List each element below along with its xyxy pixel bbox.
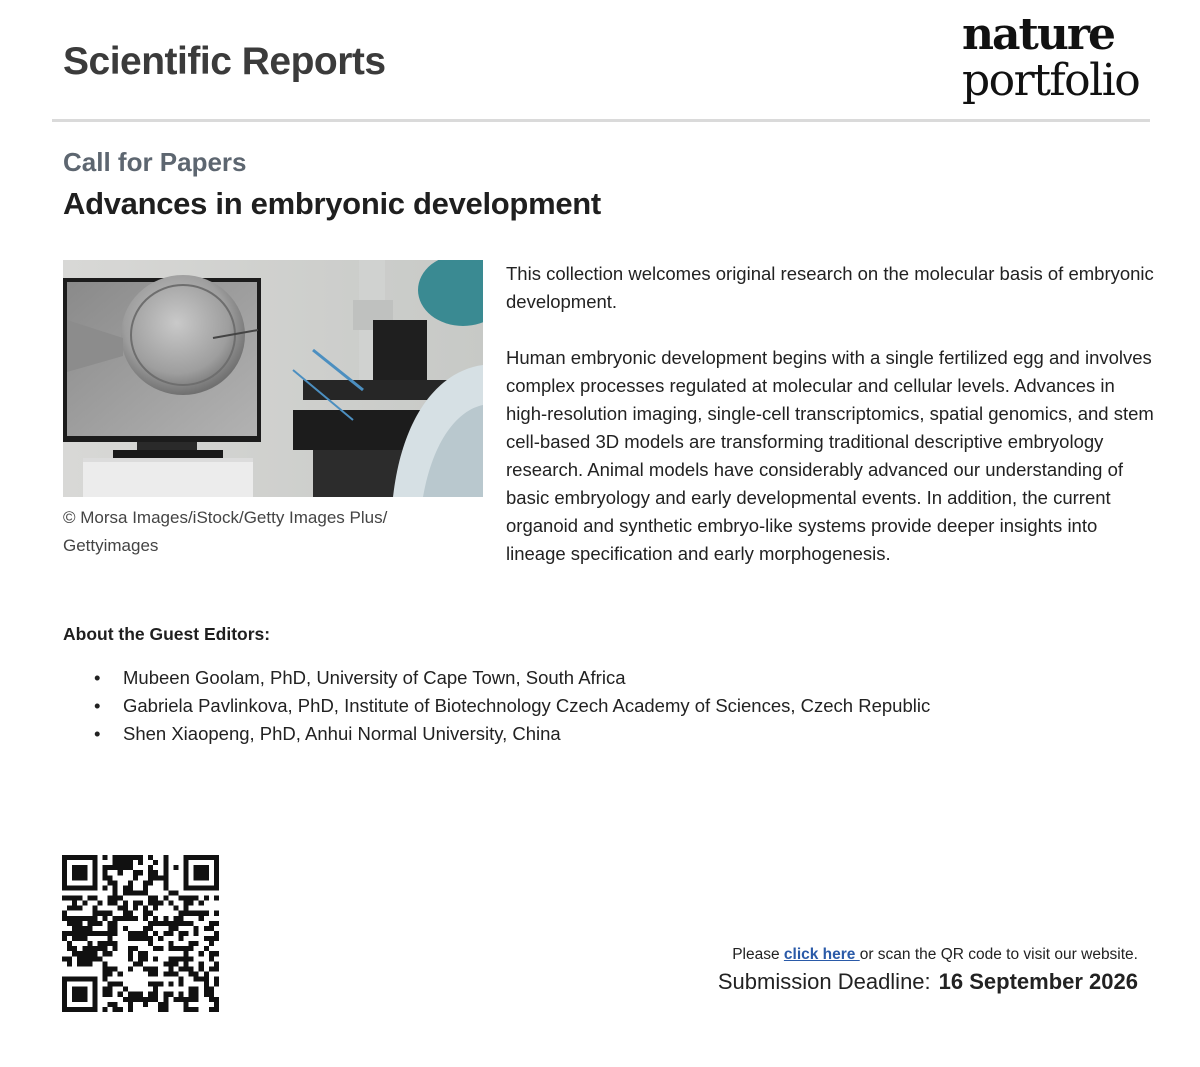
call-for-papers-kicker: Call for Papers — [63, 147, 247, 177]
deadline-date: 16 September 2026 — [938, 969, 1138, 994]
list-item — [63, 720, 930, 748]
image-credit: © Morsa Images/iStock/Getty Images Plus/ Gettyimages — [63, 508, 388, 555]
visit-suffix: or scan the QR code to visit our website. — [859, 946, 1138, 963]
editor-name: Gabriela Pavlinkova, PhD, Institute of Biotechnology Czech Academy of Sciences, Czech Republic — [123, 695, 931, 716]
list-item — [63, 692, 930, 720]
microscope-photo-icon — [63, 260, 483, 497]
description-paragraph-2: Human embryonic development begins with a single fertilized egg and involves complex processes regulated at molecular and cellular levels. Advances in high-resolution imaging, single-cell transcriptomics, spatial genomics, and stem cell-based 3D models are transforming traditional descriptive embryology research. Animal models have considerably advanced our understanding of basic embryology and early developmental events. In addition, the current organoid and synthetic embryo-like systems provide deeper insights into lineage specification and early morphogenesis. — [506, 347, 1154, 564]
visit-prefix: Please — [732, 946, 784, 963]
collection-title: Advances in embryonic development — [63, 186, 601, 221]
bullet-icon: • — [94, 667, 101, 688]
nature-portfolio-logo — [962, 9, 1140, 106]
guest-editors-heading: About the Guest Editors: — [63, 624, 271, 644]
collection-description — [506, 260, 1156, 596]
editor-name: Mubeen Goolam, PhD, University of Cape Town, South Africa — [123, 667, 626, 688]
qr-code-icon[interactable] — [62, 855, 219, 1012]
journal-title: Scientific Reports — [63, 40, 386, 83]
bullet-icon: • — [94, 695, 101, 716]
click-here-link[interactable]: click here — [783, 946, 860, 963]
visit-website-line — [732, 946, 1138, 964]
list-item — [63, 664, 930, 692]
logo-line-portfolio: portfolio — [962, 55, 1140, 106]
header-divider — [52, 119, 1150, 122]
description-paragraph-1: This collection welcomes original research on the molecular basis of embryonic development. — [506, 263, 1154, 312]
submission-deadline — [718, 969, 1138, 995]
bullet-icon: • — [94, 723, 101, 744]
deadline-label: Submission Deadline: — [717, 969, 931, 994]
guest-editors-list — [63, 664, 930, 748]
editor-name: Shen Xiaopeng, PhD, Anhui Normal University, China — [123, 723, 561, 744]
logo-line-nature: nature — [962, 9, 1114, 60]
